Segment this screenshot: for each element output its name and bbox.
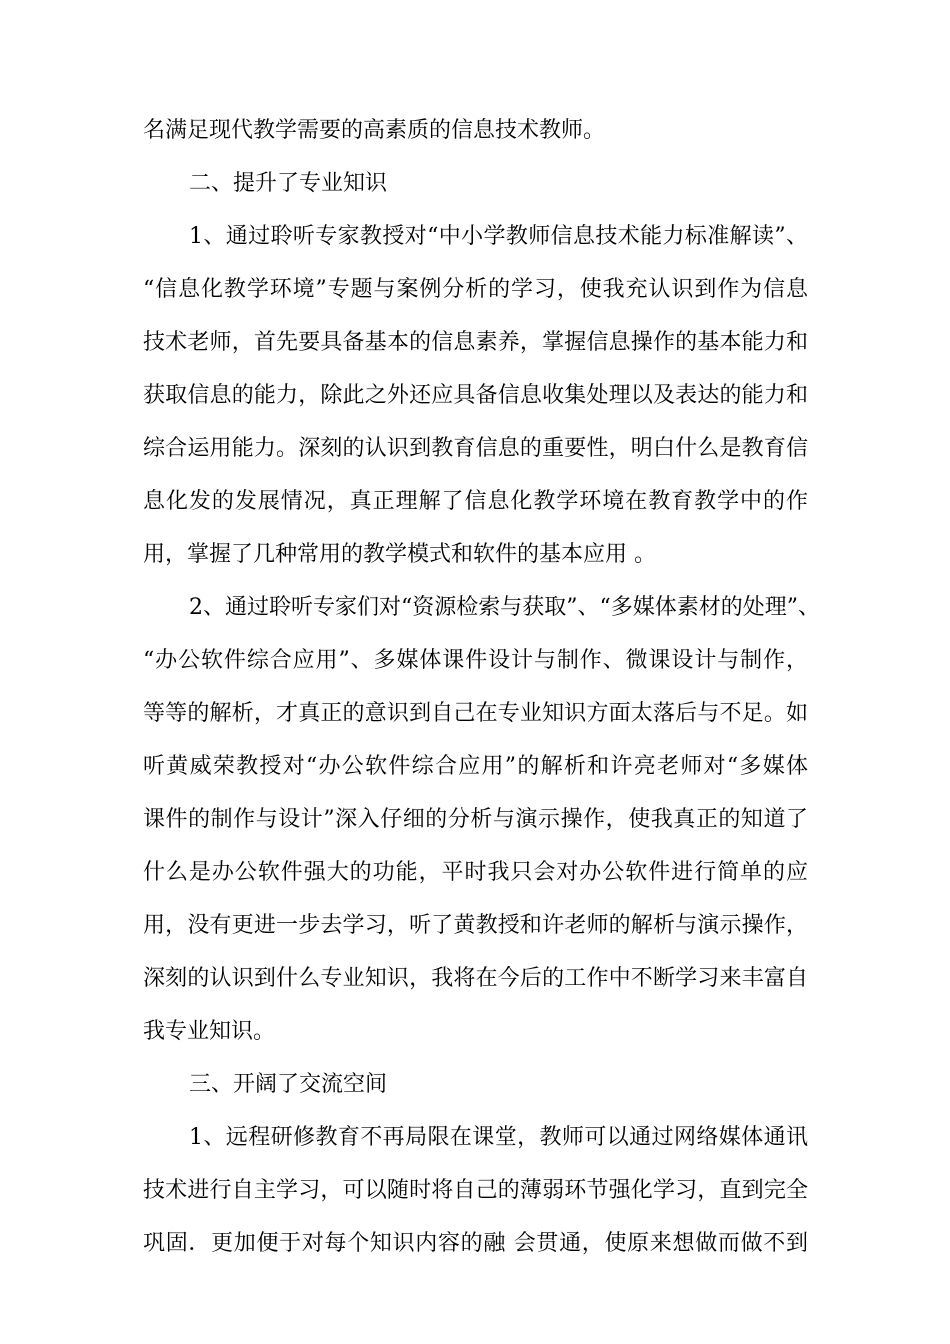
paragraph-line: 听黄威荣教授对“办公软件综合应用”的解析和许亮老师对“多媒体	[143, 754, 808, 779]
paragraph-line: 深刻的认识到什么专业知识，我将在今后的工作中不断学习来丰富自	[143, 966, 808, 991]
paragraph-line: 综合运用能力。深刻的认识到教育信息的重要性，明白什么是教育信	[143, 436, 808, 461]
paragraph-line: 息化发的发展情况，真正理解了信息化教学环境在教育教学中的作	[143, 489, 808, 514]
paragraph-line: 课件的制作与设计”深入仔细的分析与演示操作，使我真正的知道了	[143, 807, 808, 832]
paragraph-line: 技术老师，首先要具备基本的信息素养，掌握信息操作的基本能力和	[143, 330, 808, 355]
paragraph-line: 用，掌握了几种常用的教学模式和软件的基本应用 。	[143, 542, 656, 567]
paragraph-line: 巩固．更加便于对每个知识内容的融 会贯通，使原来想做而做不到	[143, 1231, 808, 1256]
paragraph-line: 什么是办公软件强大的功能，平时我只会对办公软件进行简单的应	[143, 860, 808, 885]
paragraph-line: “信息化教学环境”专题与案例分析的学习，使我充认识到作为信息	[143, 277, 808, 302]
paragraph-line: 名满足现代教学需要的高素质的信息技术教师。	[143, 118, 606, 143]
paragraph-line: 用，没有更进一步去学习，听了黄教授和许老师的解析与演示操作，	[143, 913, 808, 938]
paragraph-line: “办公软件综合应用”、多媒体课件设计与制作、微课设计与制作，	[143, 648, 808, 673]
paragraph-line: 我专业知识。	[143, 1019, 276, 1044]
paragraph-line: 2、通过聆听专家们对“资源检索与获取”、“多媒体素材的处理”、	[189, 595, 820, 620]
section-heading: 二、提升了专业知识	[189, 171, 388, 196]
paragraph-line: 技术进行自主学习，可以随时将自己的薄弱环节强化学习，直到完全	[143, 1178, 808, 1203]
section-heading: 三、开阔了交流空间	[189, 1072, 388, 1097]
paragraph-line: 获取信息的能力，除此之外还应具备信息收集处理以及表达的能力和	[143, 383, 808, 408]
paragraph-line: 1、通过聆听专家教授对“中小学教师信息技术能力标准解读”、	[189, 224, 808, 249]
paragraph-line: 1、远程研修教育不再局限在课堂，教师可以通过网络媒体通讯	[189, 1125, 808, 1150]
paragraph-line: 等等的解析，才真正的意识到自己在专业知识方面太落后与不足。如	[143, 701, 808, 726]
